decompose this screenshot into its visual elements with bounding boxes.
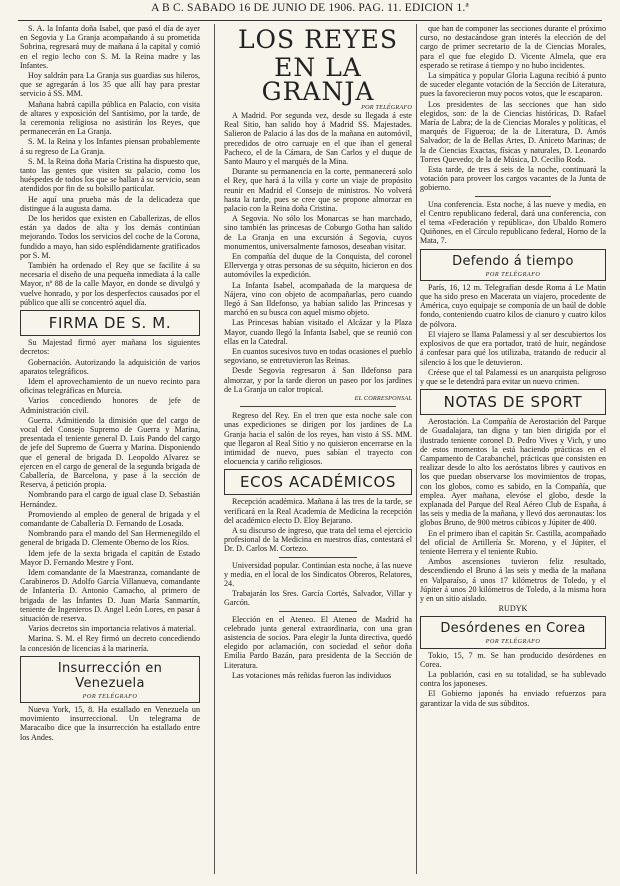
paragraph: París, 16, 12 m. Telegrafían desde Roma á Le Matin que ha sido preso en Macerata un viajero, procedente de América, cuyo equipaje se componía de un baúl de doble fondo, conteniendo cuatro kilos de cianuro y cuatro kilos de pólvora. bbox=[420, 282, 606, 329]
paragraph: Hoy saldrán para La Granja sus guardias sus hileros, que se agregarán á los 35 que allí hay para prestar servicio á SS. MM. bbox=[20, 71, 200, 99]
paragraph: Nueva York, 15, 8. Ha estallado en Venezuela un movimiento insurreccional. Un telegrama de Maracaibo dice que la insurrección ha estallado entre los Andes. bbox=[20, 705, 200, 742]
section-heading-box bbox=[420, 389, 606, 415]
reyes-heading-line1: LOS REYES bbox=[237, 25, 399, 54]
paragraph: Su Majestad firmó ayer mañana los siguientes decretos: bbox=[20, 338, 200, 357]
paragraph: S. M. la Reina doña María Cristina ha dispuesto que, tanto las gentes que visiten su palacio, como los huéspedes de todos los que se hallan á su servicio, sean atendidos por fin de su bolsillo particular. bbox=[20, 156, 200, 194]
paragraph: A su discurso de ingreso, que trata del tema el ejercicio profesional de la Medicina en nuestros días, contestará el Dr. D. Carlos M. Cortezo. bbox=[224, 525, 412, 554]
column-divider bbox=[214, 24, 215, 874]
paragraph: Trabajarán los Sres. García Cortés, Salvador, Villar y Garcón. bbox=[224, 589, 412, 608]
reyes-heading-line2: EN LA GRANJA bbox=[261, 53, 375, 106]
paragraph: Idem jefe de la sexta brigada el capitán de Estado Mayor D. Fernando Mestre y Font. bbox=[20, 548, 200, 567]
paragraph: que han de componer las secciones durante el próximo curso, no destacándose gran interés la elección de del cargo de primer secretario de la de Ciencias Morales, para el que fue elegido D. Vicente Almela, que era esperado se retirase á tiempo y no hubo incidentes. bbox=[420, 24, 606, 70]
signoff: RUDYK bbox=[498, 604, 528, 614]
paragraph: Durante su permanencia en la corte, permanecerá solo el Rey, que hará á la villa y corte un viaje de propósito reunir en Madrid el Consejo de ministros. No volverá hasta la tarde, pues se cree que se propone almorzar en palacio con la Reina doña Cristina. bbox=[224, 167, 412, 214]
column-3 bbox=[420, 24, 606, 878]
sport-heading: NOTAS DE SPORT bbox=[443, 393, 583, 412]
paragraph: Guerra. Admitiendo la dimisión que del cargo de vocal del Consejo Supremo de Guerra y Marina, presentada el teniente general D. Luis Pando del cargo de jefe del Supremo de Guerra y Marina. Disponiendo que el general de brigada D. Leopoldo Alvarez se ejercen en el cargo de general de la segunda brigada de Caballería, de Barcelona, y pase á la sección de Reserva, á petición propia. bbox=[20, 415, 200, 490]
paragraph: Los presidentes de las secciones que han sido elegidos, son: de la de Ciencias históricas, D. Rafael María de Labra; de la de Ciencias Morales y políticas, el marqués de Figueroa; de la de Literatura, D. Amós Salvador; de la de Bellas Artes, D. Aniceto Marinas; de la de Ciencias Exactas, físicas y naturales, D. Leonardo Torres Quevedo; de la de Música, D. Cecilio Roda. bbox=[420, 99, 606, 164]
paragraph: Regreso del Rey. En el tren que esta noche sale con unas expediciones se dirigen por los jardines de La Granja hacia el salón de los reyes, han visto á SS. MM. que llegaron al Real Sitio y no quisieron encerrarse en la intimidad de nuevo, pues sabían el trayecto con elocuencia y cariño religiosos. bbox=[224, 411, 412, 467]
header-rule bbox=[18, 20, 602, 21]
paragraph: Tokio, 15, 7 m. Se han producido desórdenes en Corea. bbox=[420, 650, 606, 669]
signoff: EL CORRESPONSAL bbox=[354, 395, 412, 403]
paragraph: Idem comandante de la Maestranza, comandante de Carabineros D. Adolfo García Villanueva, comandante de Infantería D. Antonio Camacho, al primero de brigada de las Infantes D. Juan María Sanmartín, teniente de Ingenieros D. Angel León Lores, en pasar á situación de reserva. bbox=[20, 567, 200, 623]
paragraph: Ambos ascensiones tuvieron feliz resultado, descendiendo el Bruno á las seis y media de la mañana en Valparaíso, á unos 17 kilómetros de Toledo, y el Júpiter á unos 20 kilómetros de Toledo, á la misma hora y en un sitio aislado. bbox=[420, 557, 606, 603]
byline: POR TELÉGRAFO bbox=[82, 692, 138, 700]
divider bbox=[279, 557, 357, 558]
paragraph: Recepción académica. Mañana á las tres de la tarde, se verificará en la Real Academia de Medicina la recepción del académico electo D. Eloy Bejarano. bbox=[224, 497, 412, 525]
divider bbox=[475, 196, 551, 197]
paragraph: A Segovia. No sólo los Monarcas se han marchado, sino también las princesas de Coburgo Gotha han salido de La Granja en una excursión á Segovia, cuyos monumentos, universalmente famosos, deseaban visitar. bbox=[224, 214, 412, 251]
paragraph: Elección en el Ateneo. El Ateneo de Madrid ha celebrado junta general extraordinaria, con una gran asistencia de socios. Para elegir la Junta directiva, quedó elegido por aclamación, con sociedad el señor doña Emilia Pardo Bazán, para presidenta de la Sección de Literatura. bbox=[224, 614, 412, 670]
paragraph: S. A. la Infanta doña Isabel, que pasó el día de ayer en Segovia y La Granja acompañando á su prometida Sobrina, regresará muy de mañana á la capital y comió en el regio lecho con S. M. la Reina madre y las Infantes. bbox=[20, 24, 200, 70]
paragraph: Mañana habrá capilla pública en Palacio, con visita de altares y exposición del Santísimo, por la tarde, de la ceremonia religiosa no asistirán los Reyes, que permanecerán en La Granja. bbox=[20, 99, 200, 137]
paragraph: De los heridos que existen en Caballerizas, de ellos están ya dados de alta y los demás continúan mejorando. Todos los servicios del coche de la Corona, fundido a mayo, han sido espléndidamente gratificados por S. M. bbox=[20, 214, 200, 260]
paragraph: Las votaciones más reñidas fueron las individuos bbox=[232, 670, 392, 680]
section-heading-box bbox=[20, 310, 200, 336]
section-heading-box bbox=[224, 469, 412, 495]
paragraph: Esta tarde, de tres á seis de la noche, continuará la votación para proveer los cargos vacantes de la Junta de gobierno. bbox=[420, 165, 606, 193]
paragraph: También ha ordenado el Rey que se facilite á su necesaria el diseño de una pequeña inmediata á la calle Mayor, nº 88 de la calle Mayor, en donde se divulgó y vuelve honrado, y por los desperfectos causados por el público que allí se concentró aquel día. bbox=[20, 261, 200, 307]
page-header: A B C. SABADO 16 DE JUNIO DE 1906. PAG. 11. EDICION 1.ª bbox=[151, 2, 469, 14]
section-heading-box bbox=[420, 616, 606, 648]
paragraph: Nombrando para el mando del San Hermenegildo el general de brigada D. Clemente Oberno de los Ríos. bbox=[20, 529, 200, 548]
paragraph: Varios concediendo honores de jefe de Administración civil. bbox=[20, 396, 200, 415]
paragraph: Desde Segovia regresaron á San Ildefonso para almorzar, y por la tarde dieron un paseo por los jardines de La Granja un calor tropical. bbox=[224, 366, 412, 394]
paragraph: S. M. la Reina y los Infantes piensan probablemente á su regreso de La Granja. bbox=[20, 137, 200, 156]
paragraph: La simpática y popular Gloria Laguna recibió á punto de suceder elegante votación de la Sección de Literatura, pues la favorecieron muy pocos votos, que le escaparon. bbox=[420, 71, 606, 99]
venezuela-heading: Insurrección en Venezuela bbox=[57, 660, 163, 691]
section-heading-box bbox=[420, 249, 606, 281]
paragraph: Promoviendo al empleo de general de brigada y el comandante de Caballería D. Fernando de Losada. bbox=[20, 509, 200, 528]
paragraph: Las Princesas habían visitado el Alcázar y la Plaza Mayor, cuando llegó la Infanta Isabel, que se reunió con ellas en la Catedral. bbox=[224, 318, 412, 346]
paragraph: En compañía del duque de la Conquista, del coronel Ellerverga y otras personas de su séquito, hicieron en dos automóviles la expedición. bbox=[224, 252, 412, 280]
section-heading-box bbox=[20, 656, 200, 703]
divider bbox=[240, 406, 396, 407]
defendo-heading: Defendo á tiempo bbox=[452, 253, 574, 269]
paragraph: He aquí una prueba más de la delicadeza que distingue á la augusta dama. bbox=[20, 194, 200, 213]
paragraph: Aerostación. La Compañía de Aerostación del Parque de Guadalajara, tan digna y tan bien dirigida por el ilustrado teniente coronel D. Pedro Vives y Vich, y uno de estos momentos la está haciendo prácticas en el Campamento de Carabanchel, prácticas que consisten en realizar desde lo alto los aeróstatos libres y cautivos en los que puedan observarse los movimientos de tropas, con los globos, como es sabido, en la Compañía, que emplea. Ayer mañana, elevóse el globo, desde la explanada del Parque del Real Aéreo Club de España, á las seis y media de la mañana, y llevó dos aeronautas: los globos Bruno, de 900 metros cúbicos y Júpiter de 400. bbox=[420, 417, 606, 528]
column-2 bbox=[224, 24, 412, 878]
paragraph: Nombrando para el cargo de igual clase D. Sebastián Hernández. bbox=[20, 490, 200, 509]
firma-heading: FIRMA DE S. M. bbox=[48, 314, 172, 333]
paragraph: El Gobierno japonés ha enviado refuerzos para garantizar la vida de sus súbditos. bbox=[420, 689, 606, 708]
paragraph: En cuantos sucesivos tuvo en todas ocasiones el pueblo segoviano, se entretuvieron las Reinas. bbox=[224, 347, 412, 366]
paragraph: Universidad popular. Continúan esta noche, á las nueve y media, en el local de los Sindicatos Obreros, Relatores, 24. bbox=[224, 560, 412, 588]
paragraph: La Infanta Isabel, acompañada de la marquesa de Nájera, vino con objeto de acompañarlas, pero cuando llegó á San Ildefonso, ya habían salido las Princesas y marchó en su busca con aquel mismo objeto. bbox=[224, 280, 412, 318]
paragraph: Créese que el tal Palamessi es un anarquista peligroso y que se le detendrá para evitar un nuevo crimen. bbox=[420, 367, 606, 386]
paragraph: Una conferencia. Esta noche, á las nueve y media, en el Centro republicano federal, dará una conferencia, con el tema «Federación y república», don Ubaldo Romero Quiñones, en el Círculo republicano federal, Horno de la Mata, 7. bbox=[420, 199, 606, 246]
paragraph: Idem el aprovechamiento de un nuevo recinto para oficinas telegráficas en Murcia. bbox=[20, 376, 200, 396]
corea-heading: Desórdenes en Corea bbox=[440, 621, 586, 637]
column-divider bbox=[416, 24, 417, 874]
paragraph: La población, casi en su totalidad, se ha sublevado contra los japoneses. bbox=[420, 669, 606, 689]
column-1 bbox=[20, 24, 200, 878]
paragraph: Marina. S. M. el Rey firmó un decreto concediendo la concesión de licencias á la marinería. bbox=[20, 634, 200, 653]
paragraph: Varios decretos sin importancia relativos á material. bbox=[28, 624, 196, 634]
byline: POR TELÉGRAFO bbox=[485, 638, 541, 646]
ecos-heading: ECOS ACADÉMICOS bbox=[240, 473, 396, 492]
paragraph: En el primero iban el capitán Sr. Castilla, acompañado del oficial de Artillería Sr. Moreno, y el Júpiter, el teniente Herrera y el teniente Rubio. bbox=[420, 528, 606, 556]
paragraph: Gobernación. Autorizando la adquisición de varios aparatos telegráficos. bbox=[20, 357, 200, 376]
paragraph: El viajero se llama Palamessi y al ser descubiertos los explosivos de que era portador, trató de huir, negándose á confesar para qué los utilizaba, tratando de reducir al silencio á los que le detuvieron. bbox=[420, 329, 606, 367]
byline: POR TELÉGRAFO bbox=[485, 270, 541, 278]
byline: POR TELÉGRAFO bbox=[361, 104, 412, 111]
paragraph: A Madrid. Por segunda vez, desde su llegada á este Real Sitio, han salido hoy á Madrid SS. Majestades. Salieron de Palacio á las dos de la mañana en automóvil, precedidos de otro carruaje en el que iban el general Pacheco, el de la Cámara, de San Carlos y el duque de Santo Mauro y el marqués de la Mina. bbox=[224, 111, 412, 167]
divider bbox=[279, 611, 357, 612]
